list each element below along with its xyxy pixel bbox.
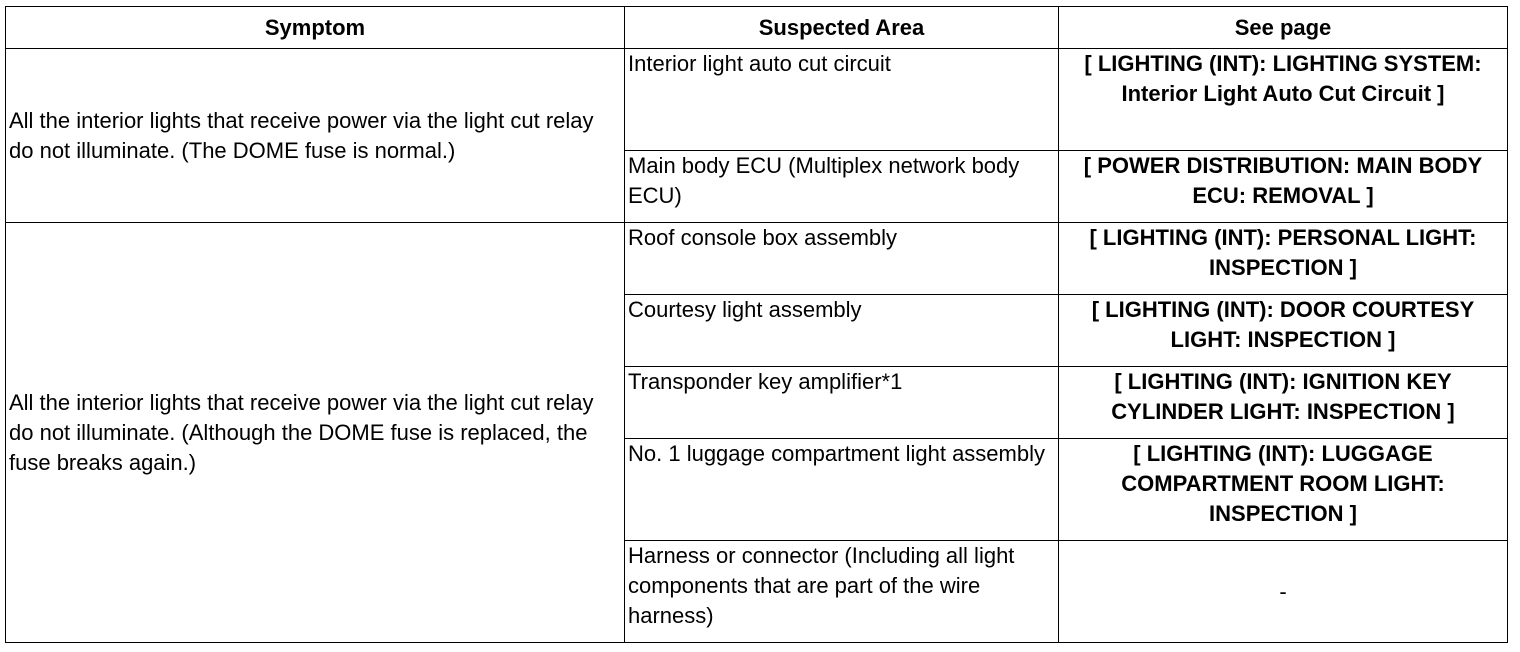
header-suspected-area: Suspected Area bbox=[625, 7, 1059, 49]
see-page-cell: - bbox=[1059, 541, 1508, 643]
suspected-area-cell: Transponder key amplifier*1 bbox=[625, 367, 1059, 439]
suspected-area-cell: Roof console box assembly bbox=[625, 223, 1059, 295]
table-row bbox=[6, 49, 1508, 151]
troubleshooting-table bbox=[5, 6, 1508, 643]
see-page-cell: [ LIGHTING (INT): LIGHTING SYSTEM: Interior Light Auto Cut Circuit ] bbox=[1059, 49, 1508, 151]
see-page-cell: [ LIGHTING (INT): PERSONAL LIGHT: INSPECTION ] bbox=[1059, 223, 1508, 295]
symptom-cell: All the interior lights that receive power via the light cut relay do not illuminate. (Although the DOME fuse is replaced, the fuse breaks again.) bbox=[6, 223, 625, 643]
header-see-page: See page bbox=[1059, 7, 1508, 49]
table-row bbox=[6, 223, 1508, 295]
see-page-cell: [ LIGHTING (INT): IGNITION KEY CYLINDER LIGHT: INSPECTION ] bbox=[1059, 367, 1508, 439]
suspected-area-cell: Interior light auto cut circuit bbox=[625, 49, 1059, 151]
suspected-area-cell: Main body ECU (Multiplex network body ECU) bbox=[625, 151, 1059, 223]
suspected-area-cell: Harness or connector (Including all light components that are part of the wire harness) bbox=[625, 541, 1059, 643]
see-page-cell: [ LIGHTING (INT): LUGGAGE COMPARTMENT ROOM LIGHT: INSPECTION ] bbox=[1059, 439, 1508, 541]
suspected-area-cell: Courtesy light assembly bbox=[625, 295, 1059, 367]
symptom-cell: All the interior lights that receive power via the light cut relay do not illuminate. (The DOME fuse is normal.) bbox=[6, 49, 625, 223]
see-page-cell: [ LIGHTING (INT): DOOR COURTESY LIGHT: INSPECTION ] bbox=[1059, 295, 1508, 367]
header-symptom: Symptom bbox=[6, 7, 625, 49]
header-row bbox=[6, 7, 1508, 49]
suspected-area-cell: No. 1 luggage compartment light assembly bbox=[625, 439, 1059, 541]
see-page-cell: [ POWER DISTRIBUTION: MAIN BODY ECU: REMOVAL ] bbox=[1059, 151, 1508, 223]
